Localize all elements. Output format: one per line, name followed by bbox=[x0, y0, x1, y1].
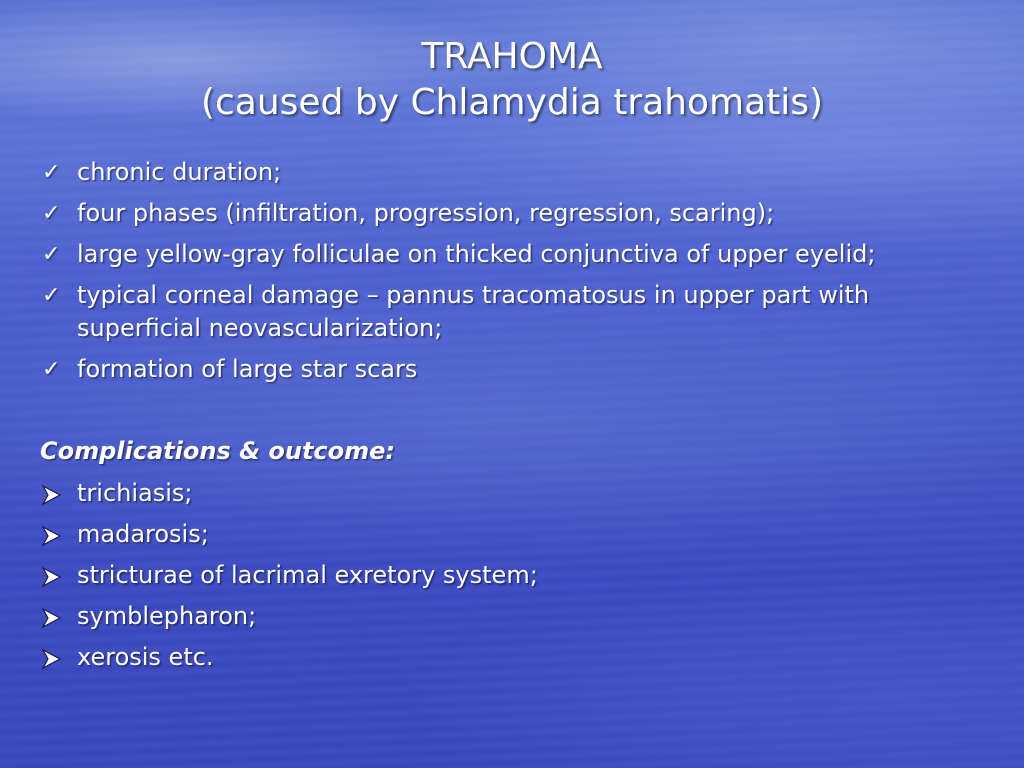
arrow-bullet-icon bbox=[40, 525, 62, 547]
feature-item bbox=[40, 238, 940, 271]
check-icon: ✓ bbox=[42, 201, 61, 226]
complication-item bbox=[40, 600, 940, 633]
complications-heading: Complications & outcome: bbox=[40, 437, 396, 465]
feature-item bbox=[40, 353, 940, 386]
complication-item bbox=[40, 559, 940, 592]
feature-text: four phases (infiltration, progression, regression, scaring); bbox=[77, 199, 775, 227]
check-icon: ✓ bbox=[42, 242, 61, 267]
slide-title bbox=[0, 34, 1024, 126]
feature-item bbox=[40, 279, 940, 345]
complications-list bbox=[40, 477, 940, 674]
complication-item bbox=[40, 477, 940, 510]
title-line-subtitle: (caused by Chlamydia trahomatis) bbox=[200, 82, 824, 123]
complication-item bbox=[40, 641, 940, 674]
title-line-main: TRAHOMA bbox=[421, 36, 603, 77]
complication-text: madarosis; bbox=[77, 520, 209, 548]
features-list bbox=[40, 156, 940, 386]
feature-text: typical corneal damage – pannus tracomatosus in upper part with superficial neovascularization; bbox=[77, 281, 870, 342]
check-icon: ✓ bbox=[42, 357, 61, 382]
complication-item bbox=[40, 518, 940, 551]
complication-text: symblepharon; bbox=[77, 602, 257, 630]
feature-item bbox=[40, 156, 940, 189]
check-icon: ✓ bbox=[42, 283, 61, 308]
feature-text: formation of large star scars bbox=[77, 355, 418, 383]
features-section bbox=[40, 156, 940, 394]
complications-section bbox=[40, 477, 940, 682]
arrow-bullet-icon bbox=[40, 484, 62, 506]
feature-text: large yellow-gray folliculae on thicked conjunctiva of upper eyelid; bbox=[77, 240, 876, 268]
arrow-bullet-icon bbox=[40, 566, 62, 588]
arrow-bullet-icon bbox=[40, 607, 62, 629]
feature-item bbox=[40, 197, 940, 230]
complication-text: xerosis etc. bbox=[77, 643, 214, 671]
complication-text: trichiasis; bbox=[77, 479, 193, 507]
feature-text: chronic duration; bbox=[77, 158, 282, 186]
arrow-bullet-icon bbox=[40, 648, 62, 670]
check-icon: ✓ bbox=[42, 160, 61, 185]
complication-text: stricturae of lacrimal exretory system; bbox=[77, 561, 538, 589]
